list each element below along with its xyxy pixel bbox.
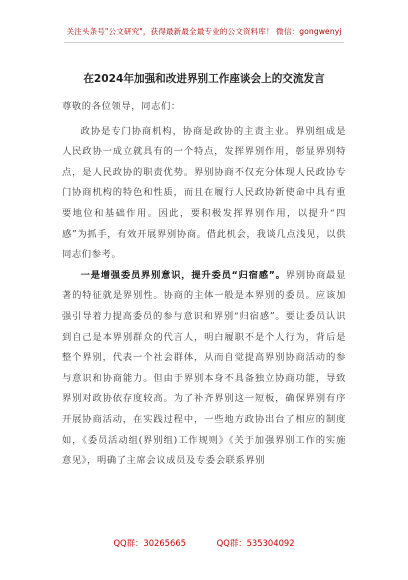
footer-qq-group-1: QQ群：30265665 (113, 538, 186, 548)
salutation: 尊敬的各位领导，同志们： (62, 101, 181, 112)
header-promo-note: 关注头条号"公文研究"，获得最新最全最专业的公文资料库！ 微信：gongwenyj (66, 27, 342, 36)
paragraph-1 (62, 122, 346, 266)
footer-contacts (0, 537, 408, 549)
document-body (62, 97, 346, 472)
paragraph-2-text: 界别协商最显著的特征就是界别性。协商的主体一般是本界别的委员。应该加强引导着力提高委员的参与意识和界别“归宿感”。要让委员认识到自己是本界别群众的代言人，明白履职不是个人行为，背后是整个界别，代表一个社会群体，从而自觉提高界别协商活动的参与意识和协商能力。但由于界别本身不具备独立协商功能，导致界别对政协依存度较高。为了补齐界别这一短板，确保界别有序开展协商活动，在实践过程中，一些地方政协出台了相应的制度如，《委员活动组(界别组)工作规则》《关于加强界别工作的实施意见》，明确了主席会议成员及专委会联系界别 (62, 269, 346, 467)
document-title: 在2024年加强和改进界别工作座谈会上的交流发言 (83, 73, 325, 85)
paragraph-1-text: 政协是专门协商机构，协商是政协的主责主业。界别组成是人民政协一成立就具有的一个特点，发挥界别作用，彰显界别特点，是人民政协的职责优势。界别协商不仅充分体现人民政协专门协商机构的特色和性质，而且在履行人民政协新使命中具有重要地位和基础作用。因此，要积极发挥界别作用，以提升“四感”为抓手，有效开展界别协商。借此机会，我谈几点浅见，以供同志们参考。 (62, 125, 346, 261)
footer-qq-group-2: QQ群：535304092 (216, 538, 295, 548)
header-divider (64, 42, 344, 43)
paragraph-2 (62, 266, 346, 472)
paragraph-2-lead: 一是增强委员界别意识，提升委员“归宿感”。 (80, 269, 286, 281)
